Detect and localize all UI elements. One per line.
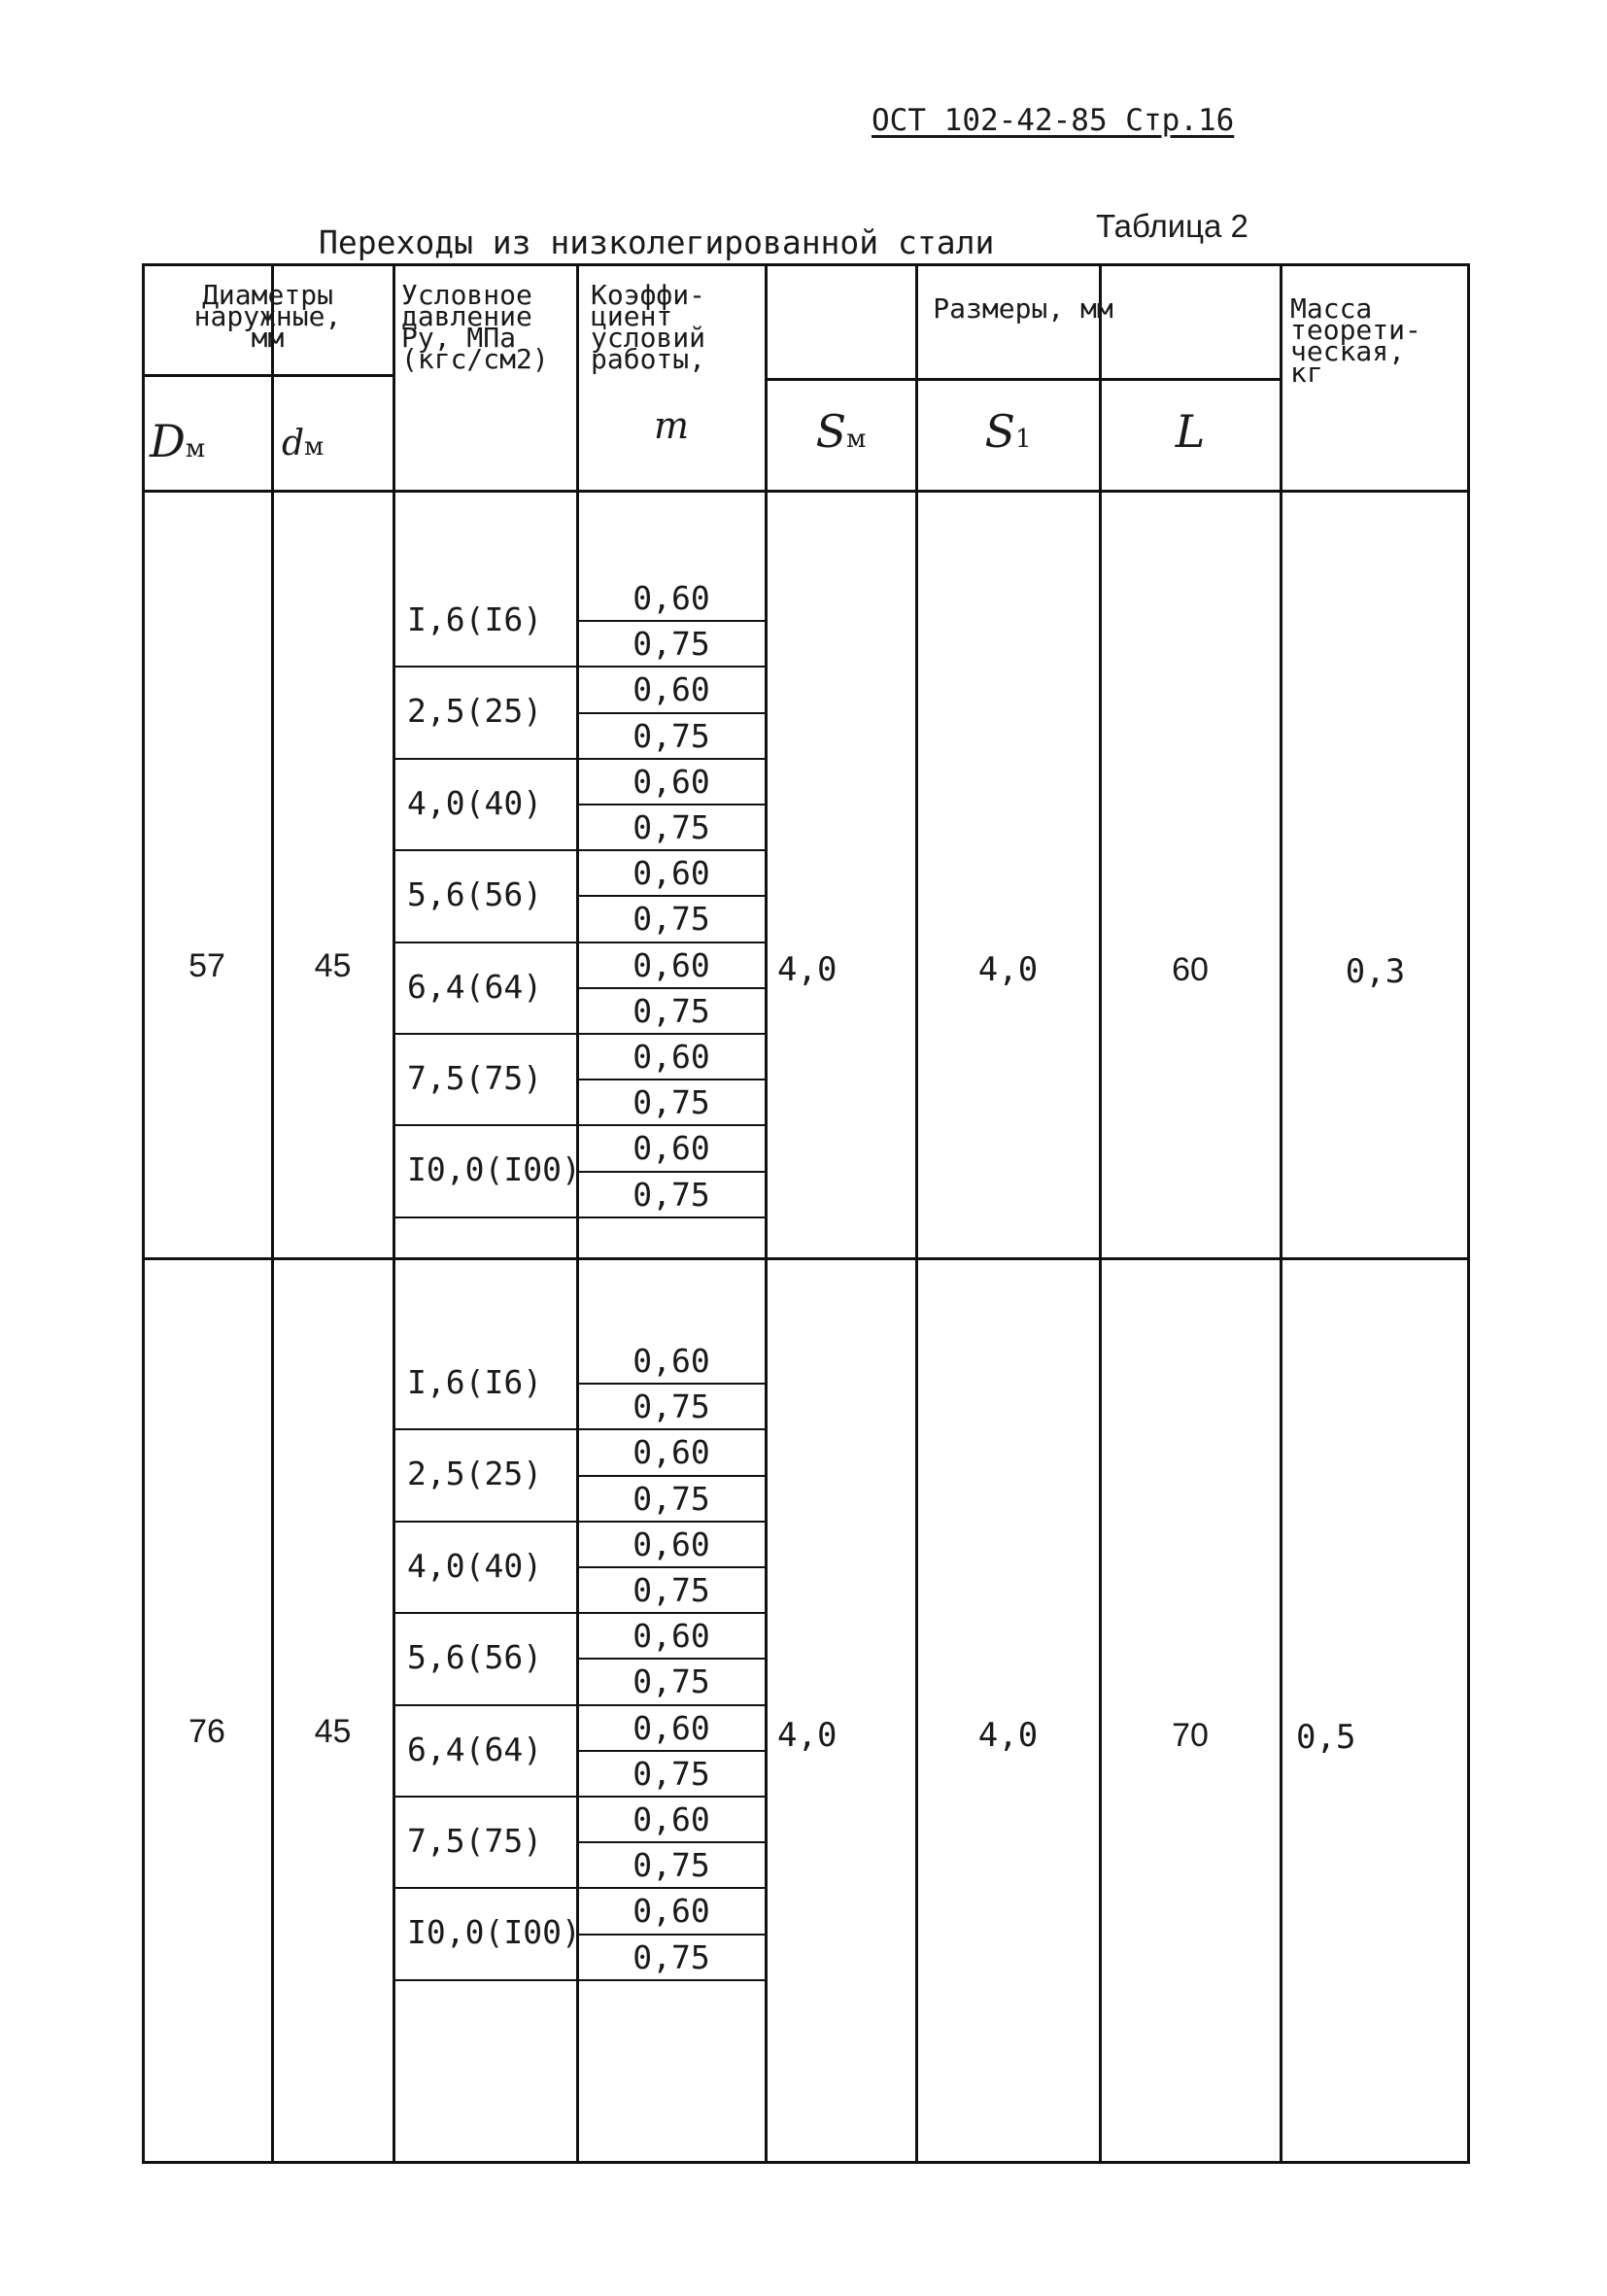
coefficient-value: 0,75 bbox=[633, 1571, 710, 1609]
header-S-m: Sм bbox=[815, 405, 867, 458]
pressure-row-line bbox=[393, 758, 577, 760]
coefficient-row-line bbox=[577, 1079, 766, 1080]
pressure-value: 4,0(40) bbox=[407, 1546, 543, 1585]
S-value: 4,0 bbox=[777, 1716, 838, 1755]
pressure-row-line bbox=[393, 1612, 577, 1614]
coefficient-row-line bbox=[577, 1887, 766, 1889]
coefficient-value: 0,60 bbox=[633, 1892, 710, 1931]
transitions-table bbox=[142, 263, 1470, 2164]
coefficient-value: 0,75 bbox=[633, 1754, 710, 1793]
coefficient-row-line bbox=[577, 1934, 766, 1936]
pressure-value: 2,5(25) bbox=[407, 1455, 543, 1493]
S1-value: 4,0 bbox=[977, 950, 1039, 989]
header-divider-sizes bbox=[766, 378, 1281, 381]
coefficient-value: 0,60 bbox=[633, 1038, 710, 1076]
coefficient-row-line bbox=[577, 1521, 766, 1523]
header-bottom-line bbox=[142, 490, 1470, 493]
coefficient-value: 0,60 bbox=[633, 1433, 710, 1472]
table-title: Переходы из низколегированной стали bbox=[319, 223, 995, 261]
coefficient-value: 0,60 bbox=[633, 1708, 710, 1747]
header-S-sub: м bbox=[846, 425, 867, 454]
coefficient-value: 0,60 bbox=[633, 854, 710, 893]
document-code: ОСТ 102-42-85 Стр.16 bbox=[872, 103, 1235, 138]
pressure-value: 5,6(56) bbox=[407, 875, 543, 914]
coefficient-row-line bbox=[577, 1217, 766, 1218]
pressure-value: I0,0(I00) bbox=[407, 1913, 581, 1952]
coefficient-value: 0,60 bbox=[633, 1617, 710, 1656]
header-D-outer: Dм bbox=[150, 415, 206, 467]
header-coefficient: Коэффи- циент условий работы, bbox=[591, 279, 706, 375]
pressure-row-line bbox=[393, 1887, 577, 1889]
S1-value: 4,0 bbox=[977, 1716, 1039, 1755]
coefficient-row-line bbox=[577, 1171, 766, 1173]
column-divider bbox=[1280, 263, 1282, 2164]
coefficient-value: 0,60 bbox=[633, 670, 710, 709]
coefficient-row-line bbox=[577, 849, 766, 851]
coefficient-row-line bbox=[577, 1750, 766, 1752]
column-divider bbox=[1099, 263, 1102, 2164]
group-divider bbox=[142, 1257, 1470, 1260]
mass-value: 0,3 bbox=[1345, 952, 1406, 991]
column-divider bbox=[271, 263, 274, 2164]
header-D-sub: м bbox=[185, 434, 206, 463]
column-divider bbox=[915, 263, 918, 2164]
coefficient-row-line bbox=[577, 1704, 766, 1706]
coefficient-row-line bbox=[577, 1566, 766, 1568]
coefficient-value: 0,75 bbox=[633, 808, 710, 846]
pressure-row-line bbox=[393, 849, 577, 851]
coefficient-row-line bbox=[577, 1612, 766, 1614]
L-value: 70 bbox=[1172, 1717, 1209, 1754]
table-border-bottom bbox=[142, 2161, 1470, 2164]
pressure-row-line bbox=[393, 1704, 577, 1706]
pressure-value: 6,4(64) bbox=[407, 1730, 543, 1768]
coefficient-row-line bbox=[577, 1841, 766, 1843]
coefficient-value: 0,75 bbox=[633, 1479, 710, 1518]
header-L: L bbox=[1175, 405, 1206, 458]
inner-diameter-value: 45 bbox=[314, 1713, 352, 1750]
header-S1-sub: 1 bbox=[1014, 425, 1032, 454]
coefficient-value: 0,60 bbox=[633, 1800, 710, 1838]
pressure-value: I,6(I6) bbox=[407, 600, 543, 638]
pressure-value: I,6(I6) bbox=[407, 1363, 543, 1401]
coefficient-row-line bbox=[577, 1033, 766, 1035]
header-d-inner: dм bbox=[282, 424, 325, 463]
coefficient-value: 0,60 bbox=[633, 1129, 710, 1168]
header-S-1: S1 bbox=[984, 405, 1032, 458]
coefficient-value: 0,60 bbox=[633, 1525, 710, 1563]
pressure-row-line bbox=[393, 1979, 577, 1981]
pressure-row-line bbox=[393, 1124, 577, 1126]
coefficient-value: 0,75 bbox=[633, 1175, 710, 1214]
coefficient-row-line bbox=[577, 1475, 766, 1477]
table-border-right bbox=[1467, 263, 1470, 2164]
coefficient-value: 0,75 bbox=[633, 1083, 710, 1122]
pressure-value: I0,0(I00) bbox=[407, 1150, 581, 1189]
coefficient-value: 0,75 bbox=[633, 716, 710, 755]
coefficient-value: 0,75 bbox=[633, 625, 710, 664]
coefficient-row-line bbox=[577, 1658, 766, 1660]
coefficient-value: 0,75 bbox=[633, 1846, 710, 1885]
coefficient-row-line bbox=[577, 942, 766, 943]
outer-diameter-value: 57 bbox=[188, 947, 225, 984]
mass-value: 0,5 bbox=[1296, 1718, 1356, 1757]
pressure-row-line bbox=[393, 1428, 577, 1430]
coefficient-row-line bbox=[577, 987, 766, 989]
coefficient-row-line bbox=[577, 712, 766, 714]
coefficient-row-line bbox=[577, 1979, 766, 1981]
header-pressure: Условное давление Ру, МПа (кгс/см2) bbox=[401, 279, 549, 375]
coefficient-row-line bbox=[577, 758, 766, 760]
pressure-row-line bbox=[393, 666, 577, 668]
header-d-sub: м bbox=[304, 432, 325, 462]
pressure-row-line bbox=[393, 1521, 577, 1523]
pressure-value: 6,4(64) bbox=[407, 967, 543, 1006]
pressure-value: 4,0(40) bbox=[407, 783, 543, 822]
pressure-row-line bbox=[393, 1796, 577, 1798]
coefficient-row-line bbox=[577, 1383, 766, 1385]
coefficient-value: 0,60 bbox=[633, 1342, 710, 1380]
table-border-left bbox=[142, 263, 145, 2164]
header-diameters: Диаметры наружные, мм bbox=[193, 279, 342, 354]
column-divider bbox=[393, 263, 395, 2164]
L-value: 60 bbox=[1172, 951, 1209, 988]
coefficient-value: 0,60 bbox=[633, 762, 710, 801]
header-m-symbol: m bbox=[653, 404, 690, 447]
pressure-value: 7,5(75) bbox=[407, 1822, 543, 1860]
pressure-row-line bbox=[393, 1033, 577, 1035]
coefficient-value: 0,60 bbox=[633, 579, 710, 617]
pressure-value: 2,5(25) bbox=[407, 692, 543, 731]
coefficient-value: 0,75 bbox=[633, 1937, 710, 1976]
table-border-top bbox=[142, 263, 1470, 266]
header-mass: Масса теорети- ческая, кг bbox=[1290, 292, 1421, 389]
coefficient-row-line bbox=[577, 1428, 766, 1430]
outer-diameter-value: 76 bbox=[188, 1713, 225, 1750]
inner-diameter-value: 45 bbox=[314, 947, 352, 984]
coefficient-value: 0,60 bbox=[633, 945, 710, 984]
coefficient-value: 0,75 bbox=[633, 991, 710, 1030]
pressure-value: 7,5(75) bbox=[407, 1059, 543, 1097]
coefficient-row-line bbox=[577, 1796, 766, 1798]
S-value: 4,0 bbox=[777, 950, 838, 989]
header-sizes: Размеры, мм bbox=[933, 292, 1113, 325]
coefficient-value: 0,75 bbox=[633, 1662, 710, 1701]
coefficient-row-line bbox=[577, 895, 766, 897]
pressure-row-line bbox=[393, 942, 577, 943]
coefficient-row-line bbox=[577, 666, 766, 668]
coefficient-row-line bbox=[577, 620, 766, 622]
coefficient-row-line bbox=[577, 1124, 766, 1126]
pressure-row-line bbox=[393, 1217, 577, 1218]
header-divider-diameters bbox=[142, 374, 393, 377]
coefficient-value: 0,75 bbox=[633, 1388, 710, 1426]
coefficient-row-line bbox=[577, 804, 766, 805]
table-number: Таблица 2 bbox=[1096, 208, 1248, 244]
coefficient-value: 0,75 bbox=[633, 900, 710, 939]
pressure-value: 5,6(56) bbox=[407, 1638, 543, 1677]
